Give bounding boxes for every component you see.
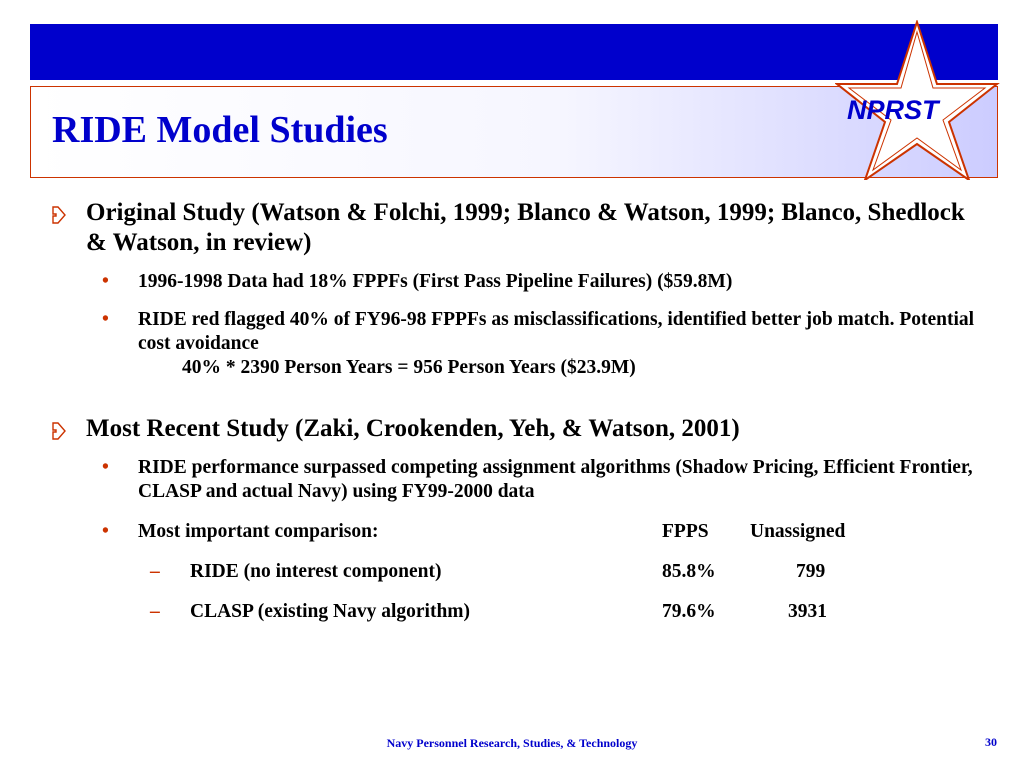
hollow-pointer-icon — [52, 206, 66, 224]
cost-formula: 40% * 2390 Person Years = 956 Person Years ($23.9M) — [182, 357, 636, 378]
section-1-heading-text: Original Study (Watson & Folchi, 1999; Blanco & Watson, 1999; Blanco, Shedlock & Watson, in review) — [86, 199, 965, 256]
row-name: CLASP (existing Navy algorithm) — [190, 601, 471, 622]
row-unassigned: 3931 — [788, 601, 827, 622]
row-name: RIDE (no interest component) — [190, 561, 442, 582]
list-item-text: RIDE performance surpassed competing assignment algorithms (Shadow Pricing, Efficient Frontier, CLASP and actual Navy) using FY99-2000 data — [138, 457, 973, 502]
table-row — [150, 560, 1024, 584]
brand-logo-text: NPRST — [847, 95, 939, 125]
bullet-icon: • — [102, 271, 109, 292]
list-item — [102, 270, 988, 294]
section-2-heading-text: Most Recent Study (Zaki, Crookenden, Yeh, & Watson, 2001) — [86, 415, 740, 442]
page-number: 30 — [985, 735, 997, 749]
row-fpps: 85.8% — [662, 561, 716, 582]
slide-content — [0, 198, 1024, 624]
column-header-unassigned: Unassigned — [750, 521, 846, 542]
section-2-heading — [86, 414, 966, 444]
row-fpps: 79.6% — [662, 601, 716, 622]
list-item-text: 1996-1998 Data had 18% FPPFs (First Pass Pipeline Failures) ($59.8M) — [138, 271, 733, 292]
comparison-label: Most important comparison: — [138, 521, 379, 542]
bullet-icon: • — [102, 521, 109, 542]
slide-title: RIDE Model Studies — [52, 109, 388, 151]
footer-text: Navy Personnel Research, Studies, & Technology — [386, 736, 638, 750]
bullet-icon: • — [102, 457, 109, 478]
section-1-heading — [86, 198, 966, 258]
comparison-header-row — [102, 520, 988, 544]
dash-icon: – — [150, 561, 160, 582]
list-item-text: RIDE red flagged 40% of FY96-98 FPPFs as misclassifications, identified better job match. Potential cost avoidance — [138, 309, 975, 354]
dash-icon: – — [150, 601, 160, 622]
bullet-icon: • — [102, 309, 109, 330]
list-item — [102, 456, 988, 504]
row-unassigned: 799 — [796, 561, 826, 582]
hollow-pointer-icon — [52, 422, 66, 440]
table-row — [150, 600, 1024, 624]
list-item — [102, 308, 988, 380]
column-header-fpps: FPPS — [662, 521, 709, 542]
